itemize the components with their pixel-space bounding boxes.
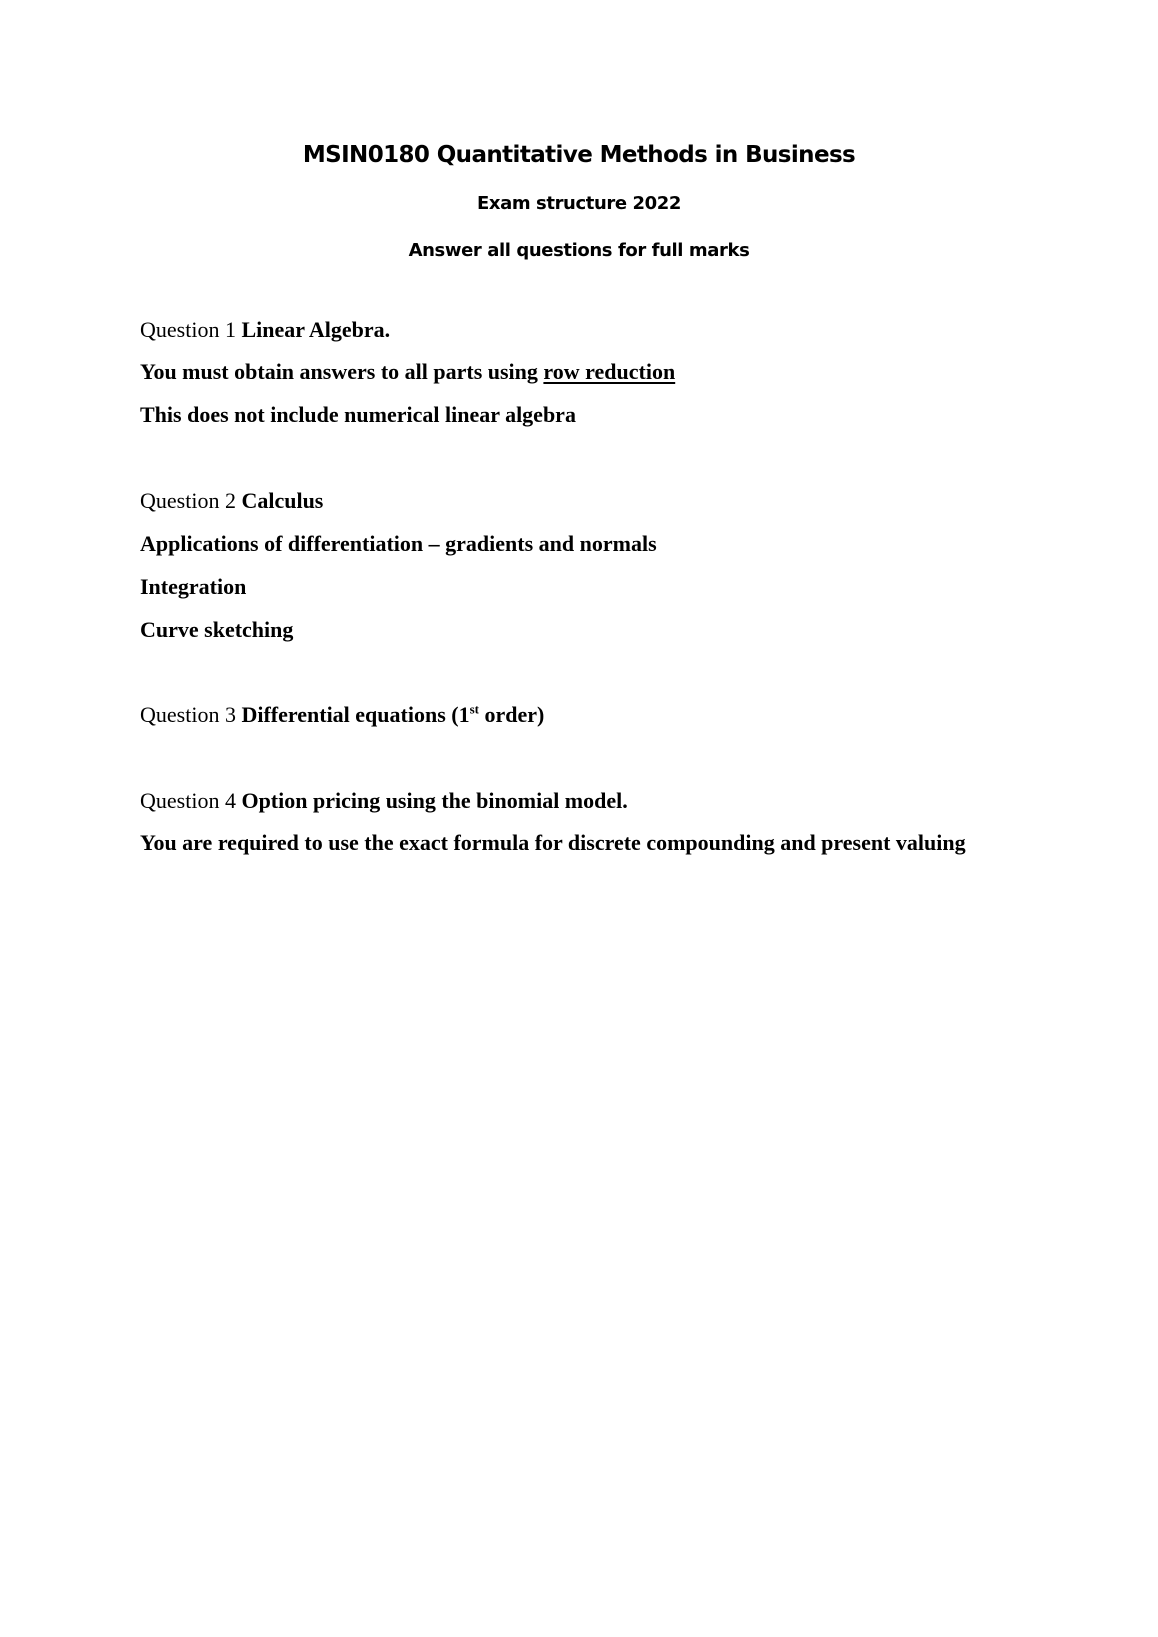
question-4-topic: Option pricing using the binomial model. [241,788,628,813]
question-3-topic-superscript: st [469,701,479,717]
question-1-prefix: Question 1 [140,317,236,342]
document-title: MSIN0180 Quantitative Methods in Business [302,142,856,168]
question-4-heading [140,787,628,815]
question-2-note-3: Curve sketching [140,617,294,642]
question-1-topic: Linear Algebra. [241,317,391,342]
question-4-note-1: You are required to use the exact formula for discrete compounding and present valuing [140,830,966,855]
question-1-note-2: This does not include numerical linear algebra [140,402,576,427]
question-2-prefix: Question 2 [140,488,236,513]
question-3-topic-start: Differential equations (1 [241,702,470,727]
question-2-topic: Calculus [241,488,324,513]
question-4-prefix: Question 4 [140,788,236,813]
question-1-heading [140,316,390,344]
question-3-heading [140,701,544,729]
question-2-note-2: Integration [140,574,247,599]
question-3-topic-end: order) [478,702,545,727]
question-2-note-1: Applications of differentiation – gradients and normals [140,531,657,556]
document-subtitle: Exam structure 2022 [476,193,682,214]
question-3-prefix: Question 3 [140,702,236,727]
question-1-note-1 [140,358,675,386]
question-3-topic [241,702,544,727]
document-instruction: Answer all questions for full marks [408,240,750,261]
question-2-heading [140,487,323,515]
question-1-note-1-text: You must obtain answers to all parts using [140,359,544,384]
row-reduction-emphasis: row reduction [543,359,676,384]
